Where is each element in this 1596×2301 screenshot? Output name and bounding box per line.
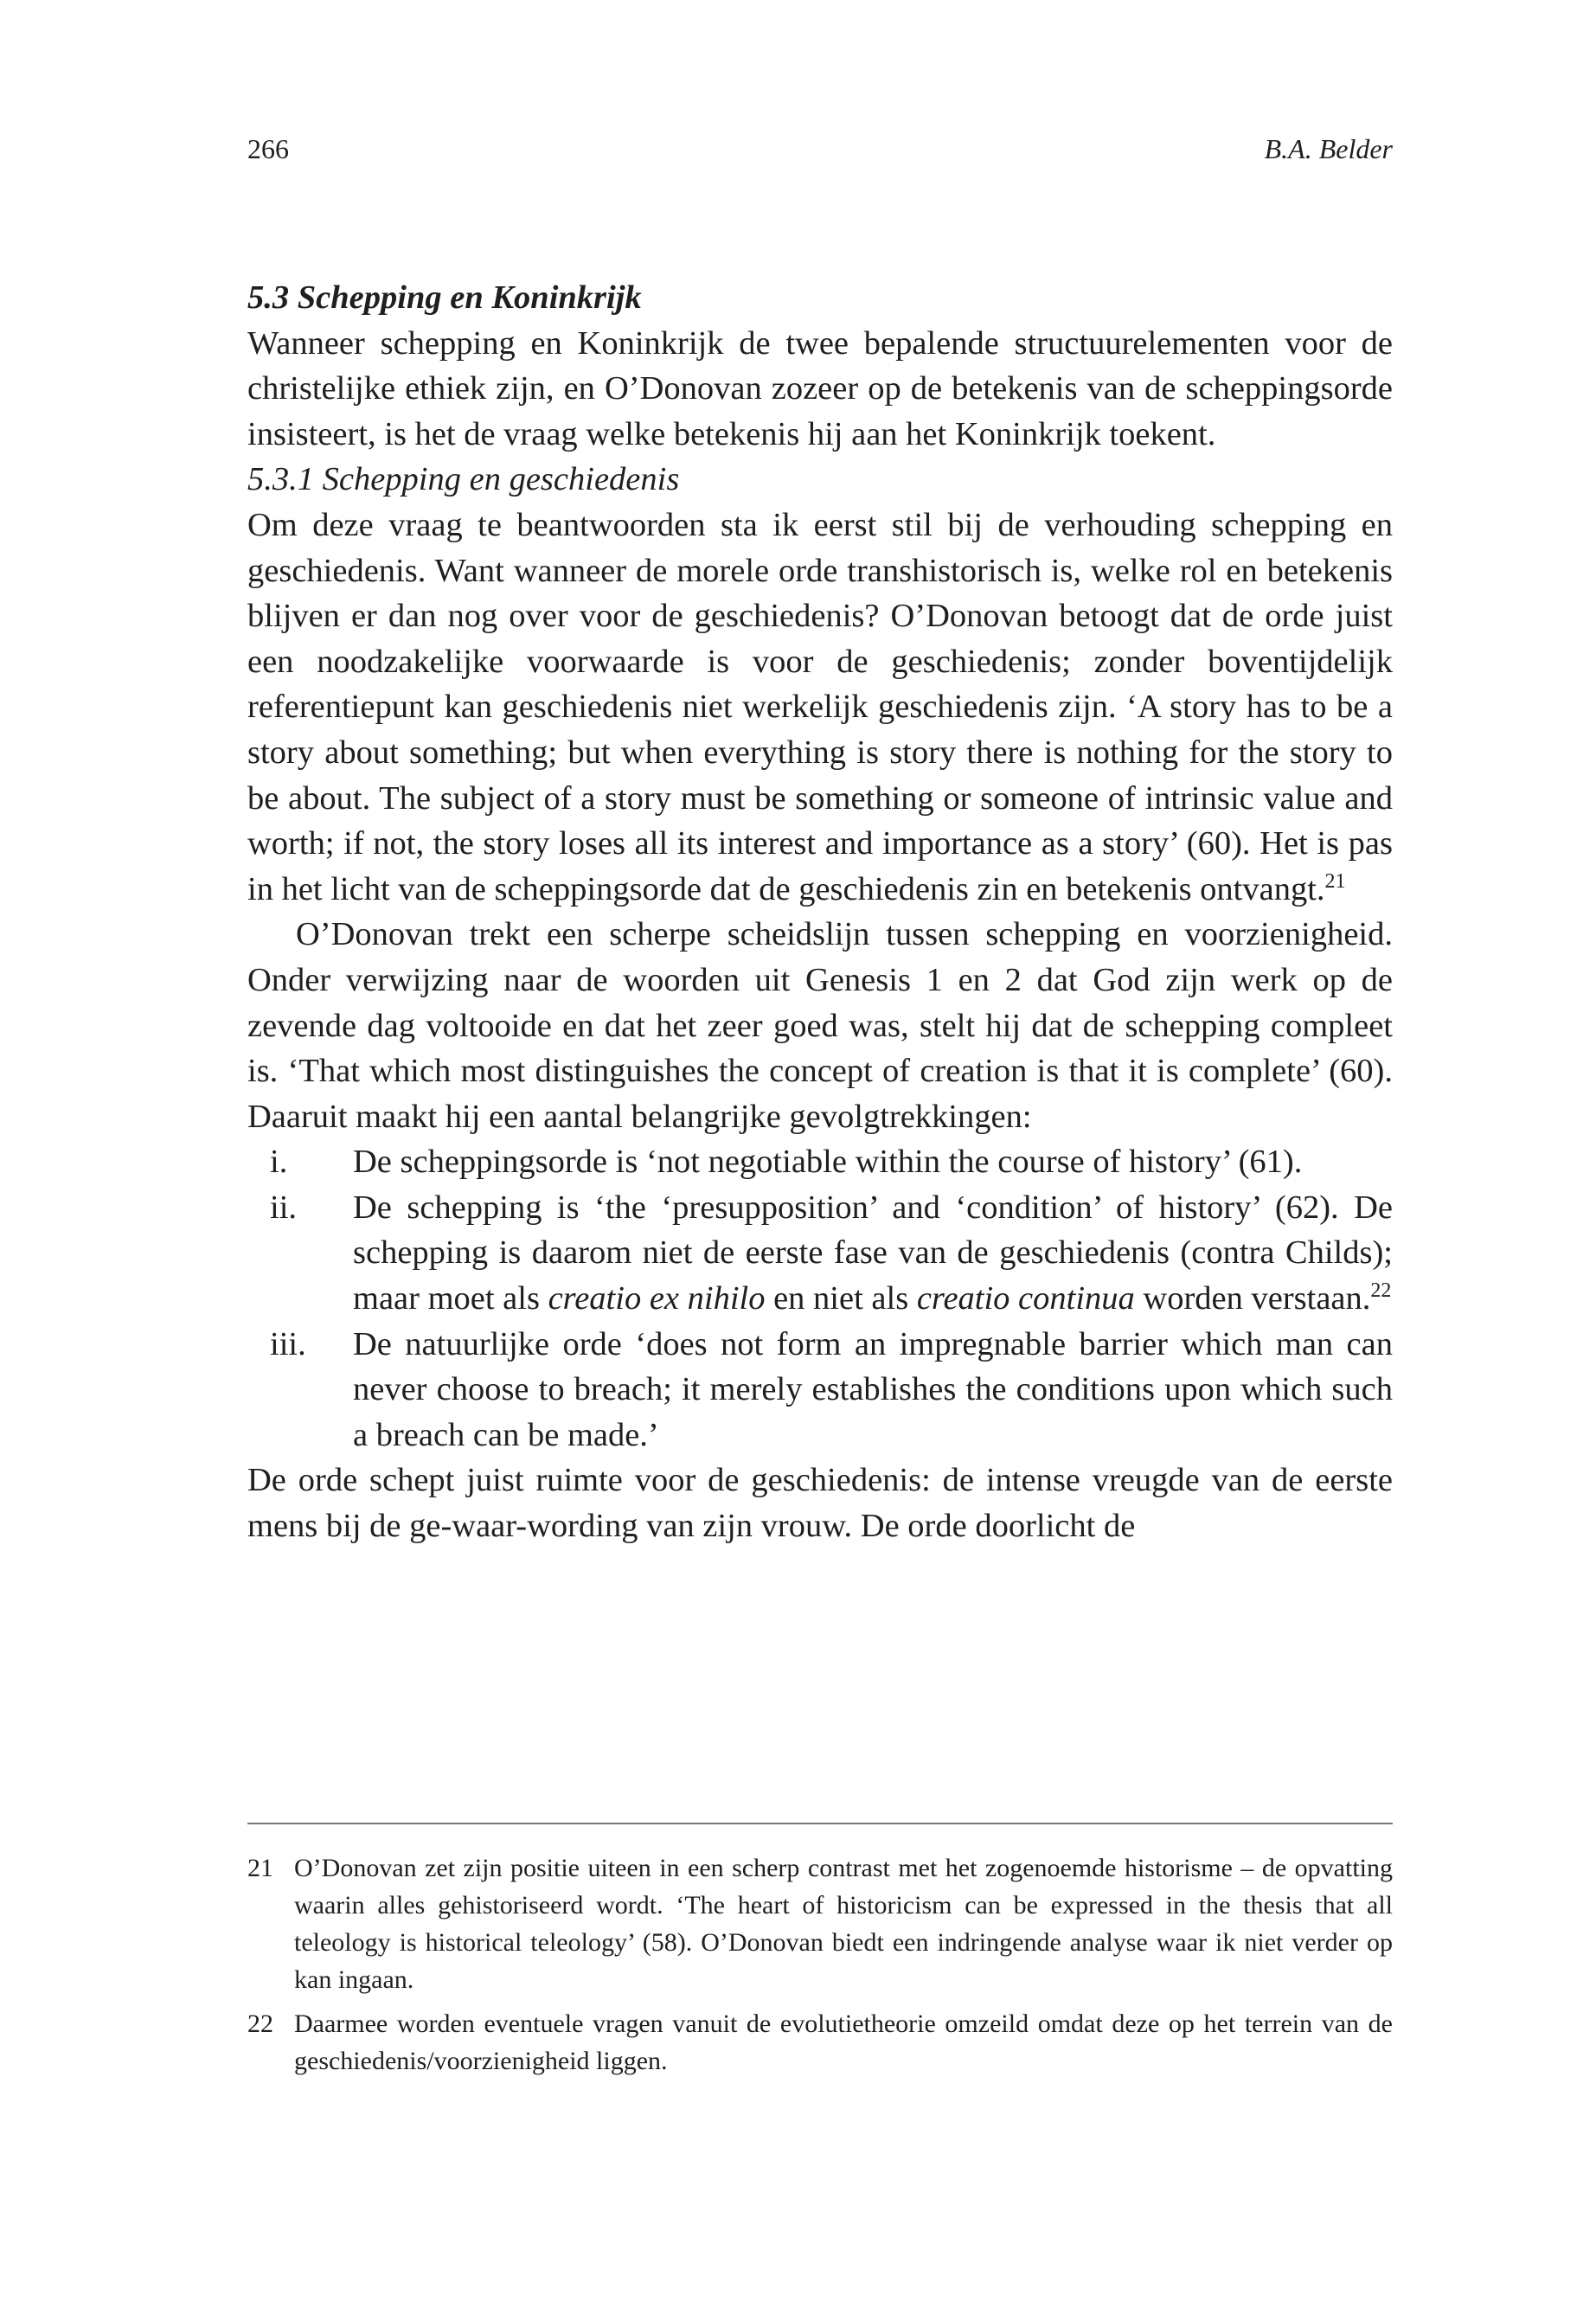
footnotes — [247, 1849, 1393, 2086]
paragraph-creation-complete: O’Donovan trekt een scherpe scheidslijn tussen schepping en voorzienigheid. Onder verwijzing naar de woorden uit Genesis 1 en 2 dat God zijn werk op de zevende dag voltooide en dat het zeer goed was, stelt hij dat de schepping compleet is. ‘That which most distinguishes the concept of creation is that it is complete’ (60). Daaruit maakt hij een aantal belangrijke gevolgtrekkingen: — [247, 916, 1393, 1135]
list-item-text: De natuurlijke orde ‘does not form an impregnable barrier which man can never choose to breach; it merely establishes the conditions upon which such a breach can be made.’ — [353, 1325, 1393, 1453]
list-item-text: en niet als — [765, 1280, 917, 1317]
section-intro-paragraph: Wanneer schepping en Koninkrijk de twee bepalende structuurelementen voor de christelijke ethiek zijn, en O’Donovan zozeer op de betekenis van de scheppingsorde insisteert, is het de vraag welke betekenis hij aan het Koninkrijk toekent. — [247, 324, 1393, 452]
footnote-number: 21 — [247, 1854, 273, 1882]
list-item — [270, 1322, 1393, 1458]
list-item-text: De scheppingsorde is ‘not negotiable within the course of history’ (61). — [353, 1144, 1303, 1181]
list-item-text: worden verstaan. — [1134, 1280, 1371, 1317]
list-marker: ii. — [270, 1189, 298, 1226]
paragraph-story — [247, 503, 1393, 912]
footnote-ref-22[interactable]: 22 — [1370, 1279, 1392, 1303]
list-item — [270, 1185, 1393, 1322]
footnote-number: 22 — [247, 2009, 273, 2038]
body-text — [247, 275, 1393, 1549]
conclusions-list — [247, 1139, 1393, 1458]
page-number: 266 — [247, 133, 289, 164]
paragraph-story-text: Om deze vraag te beantwoorden sta ik eerst stil bij de verhouding schepping en geschiedenis. Want wanneer de morele orde transhistorisch is, welke rol en betekenis blijven er dan nog over voor de geschiedenis? O’Donovan betoogt dat de orde juist een noodzakelijke voorwaarde is voor de geschiedenis; zonder boventijdelijk referentiepunt kan geschiedenis niet werkelijk geschiedenis zijn. ‘A story has to be a story about something; but when everything is story there is nothing for the story to be about. The subject of a story must be something or someone of intrinsic value and worth; if not, the story loses all its interest and importance as a story’ (60). Het is pas in het licht van de scheppingsorde dat de geschiedenis zin en betekenis ontvangt. — [247, 506, 1393, 907]
footnote-22 — [247, 2005, 1393, 2080]
footnote-text: O’Donovan zet zijn positie uiteen in een scherp contrast met het zogenoemde historisme – de opvatting waarin alles gehistoriseerd wordt. ‘The heart of historicism can be expressed in the thesis that all teleology is historical teleology’ (58). O’Donovan biedt een indringende analyse waar ik niet verder op kan ingaan. — [294, 1854, 1393, 1994]
footnote-ref-21[interactable]: 21 — [1324, 869, 1346, 893]
list-item — [270, 1139, 1393, 1185]
latin-term: creatio continua — [916, 1280, 1135, 1317]
running-head-author: B.A. Belder — [1264, 133, 1393, 164]
subsection-heading: 5.3.1 Schepping en geschiedenis — [247, 461, 680, 498]
footnote-divider — [247, 1823, 1393, 1824]
latin-term: creatio ex nihilo — [548, 1280, 766, 1317]
paragraph-order-space: De orde schept juist ruimte voor de geschiedenis: de intense vreugde van de eerste mens bij de ge-waar-wording van zijn vrouw. De orde doorlicht de — [247, 1462, 1393, 1545]
section-heading: 5.3 Schepping en Koninkrijk — [247, 279, 642, 316]
list-item-text: De schepping is ‘the ‘presupposition’ and ‘condition’ of history’ (62). De schepping is daarom niet de eerste fase van de geschiedenis (contra Childs); maar moet als — [353, 1189, 1393, 1317]
footnote-text: Daarmee worden eventuele vragen vanuit de evolutietheorie omzeild omdat deze op het terrein van de geschiedenis/voorzienigheid liggen. — [294, 2009, 1393, 2075]
list-marker: i. — [270, 1144, 288, 1181]
list-marker: iii. — [270, 1325, 306, 1362]
footnote-21 — [247, 1849, 1393, 1998]
